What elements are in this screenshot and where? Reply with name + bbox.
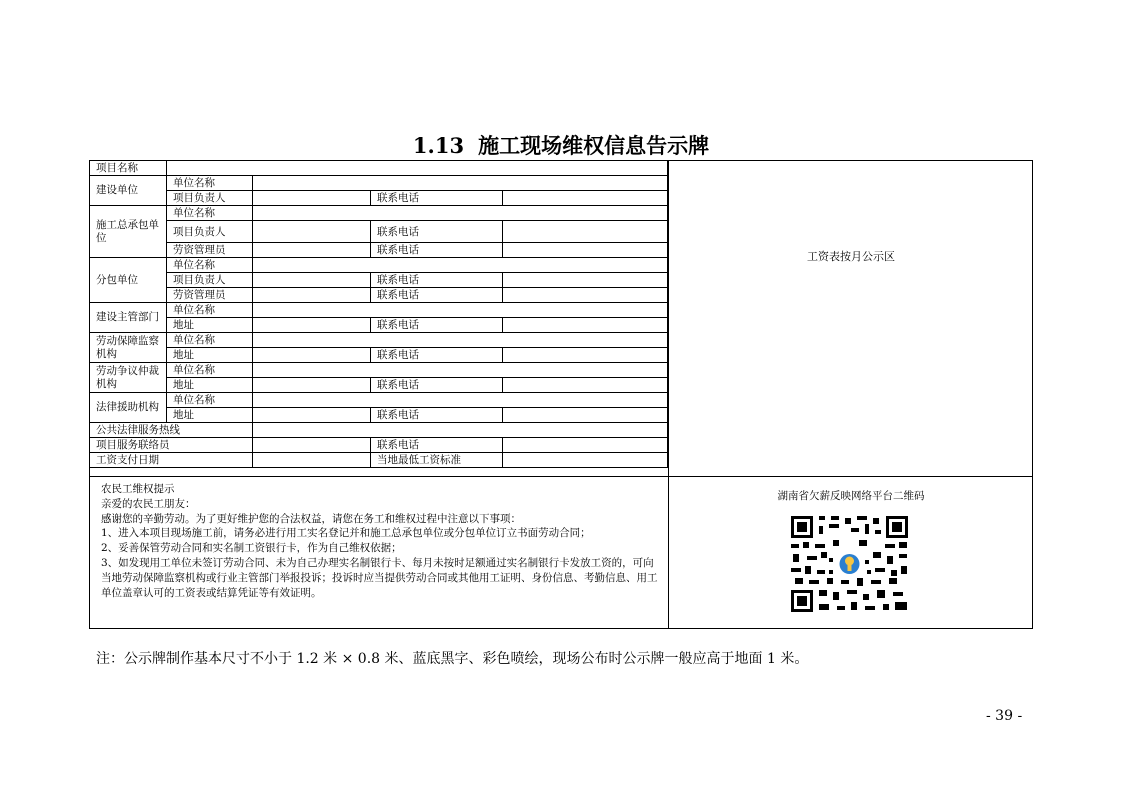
cell-value <box>503 438 668 453</box>
cell-general-contractor: 施工总承包单位 <box>90 206 167 258</box>
qr-code-icon <box>789 514 910 614</box>
page-number: - 39 - <box>986 708 1023 724</box>
cell-label: 地址 <box>167 378 253 393</box>
cell-label: 单位名称 <box>167 333 253 348</box>
cell-value <box>253 243 371 258</box>
cell-value <box>253 453 371 468</box>
notice-intro: 感谢您的辛勤劳动。为了更好维护您的合法权益，请您在务工和维权过程中注意以下事项： <box>101 512 521 525</box>
row-divider <box>89 476 1033 477</box>
table-row <box>90 348 668 363</box>
cell-label: 联系电话 <box>371 378 503 393</box>
cell-value <box>167 161 668 176</box>
cell-label: 劳资管理员 <box>167 243 253 258</box>
cell-label: 联系电话 <box>371 191 503 206</box>
info-table <box>89 160 668 468</box>
table-row <box>90 176 668 191</box>
cell-label: 项目负责人 <box>167 191 253 206</box>
notice-item-3: 3、如发现用工单位未签订劳动合同、未为自己办理实名制银行卡、每月未按时足额通过实名制银行卡发放工资的，可向当地劳动保障监察机构或行业主管部门举报投诉；投诉时应当提供劳动合同或其他用工证明、身份信息、考勤信息、用工单位盖章认可的工资表或结算凭证等有效证明。 <box>101 556 658 599</box>
table-row <box>90 303 668 318</box>
cell-label: 联系电话 <box>371 318 503 333</box>
cell-value <box>253 288 371 303</box>
notice-title: 农民工维权提示 <box>101 483 175 495</box>
table-row <box>90 438 668 453</box>
cell-label: 当地最低工资标准 <box>371 453 503 468</box>
cell-label: 联系电话 <box>371 348 503 363</box>
table-row <box>90 161 668 176</box>
cell-wage-date: 工资支付日期 <box>90 453 253 468</box>
table-row <box>90 243 668 258</box>
cell-label: 单位名称 <box>167 258 253 273</box>
cell-label: 项目负责人 <box>167 221 253 243</box>
cell-label: 地址 <box>167 408 253 423</box>
cell-project-name: 项目名称 <box>90 161 167 176</box>
cell-value <box>253 191 371 206</box>
notice-greeting: 亲爱的农民工朋友： <box>101 497 196 510</box>
cell-value <box>253 438 371 453</box>
table-row <box>90 333 668 348</box>
cell-value <box>503 273 668 288</box>
cell-legal-aid: 法律援助机构 <box>90 393 167 423</box>
cell-value <box>253 363 668 378</box>
cell-label: 地址 <box>167 318 253 333</box>
table-row <box>90 258 668 273</box>
cell-value <box>253 176 668 191</box>
cell-value <box>253 378 371 393</box>
section-title: 施工现场维权信息告示牌 <box>478 133 710 158</box>
cell-label: 联系电话 <box>371 288 503 303</box>
table-row <box>90 221 668 243</box>
table-row <box>90 288 668 303</box>
cell-label: 单位名称 <box>167 363 253 378</box>
cell-value <box>253 408 371 423</box>
cell-value <box>253 423 668 438</box>
cell-value <box>503 221 668 243</box>
cell-label: 单位名称 <box>167 393 253 408</box>
cell-value <box>253 221 371 243</box>
table-row <box>90 363 668 378</box>
cell-label: 单位名称 <box>167 176 253 191</box>
table-row <box>90 423 668 438</box>
cell-label: 项目负责人 <box>167 273 253 288</box>
cell-label: 联系电话 <box>371 221 503 243</box>
cell-value <box>253 333 668 348</box>
cell-label: 单位名称 <box>167 206 253 221</box>
cell-service-contact: 项目服务联络员 <box>90 438 253 453</box>
table-row <box>90 393 668 408</box>
cell-value <box>253 206 668 221</box>
table-row <box>90 453 668 468</box>
table-row <box>90 206 668 221</box>
cell-label: 地址 <box>167 348 253 363</box>
cell-value <box>503 378 668 393</box>
cell-label: 联系电话 <box>371 243 503 258</box>
wage-disclosure-area: 工资表按月公示区 <box>807 250 895 263</box>
cell-label: 劳资管理员 <box>167 288 253 303</box>
cell-labor-arbitration: 劳动争议仲裁机构 <box>90 363 167 393</box>
cell-value <box>253 273 371 288</box>
cell-supervising-dept: 建设主管部门 <box>90 303 167 333</box>
cell-label: 联系电话 <box>371 273 503 288</box>
cell-value <box>503 453 668 468</box>
cell-value <box>253 348 371 363</box>
cell-value <box>253 258 668 273</box>
table-row <box>90 318 668 333</box>
cell-label: 联系电话 <box>371 408 503 423</box>
cell-construction-unit: 建设单位 <box>90 176 167 206</box>
cell-value <box>503 408 668 423</box>
qr-code-label: 湖南省欠薪反映网络平台二维码 <box>777 490 925 502</box>
cell-labor-inspection: 劳动保障监察机构 <box>90 333 167 363</box>
cell-value <box>253 303 668 318</box>
cell-legal-hotline: 公共法律服务热线 <box>90 423 253 438</box>
table-row <box>90 273 668 288</box>
notice-item-2: 2、妥善保管劳动合同和实名制工资银行卡，作为自己维权依据； <box>101 542 402 555</box>
cell-value <box>253 393 668 408</box>
cell-value <box>253 318 371 333</box>
cell-label: 单位名称 <box>167 303 253 318</box>
worker-rights-notice <box>101 482 661 600</box>
cell-value <box>503 318 668 333</box>
cell-subcontractor: 分包单位 <box>90 258 167 303</box>
cell-value <box>503 243 668 258</box>
section-number: 1.13 <box>412 133 465 158</box>
page-title <box>0 130 1122 160</box>
cell-value <box>503 288 668 303</box>
column-divider <box>668 160 669 629</box>
table-row <box>90 408 668 423</box>
table-row <box>90 378 668 393</box>
table-row <box>90 191 668 206</box>
cell-value <box>503 191 668 206</box>
cell-label: 联系电话 <box>371 438 503 453</box>
footnote: 注：公示牌制作基本尺寸不小于 1.2 米 × 0.8 米、蓝底黑字、彩色喷绘，现场公布时公示牌一般应高于地面 1 米。 <box>96 651 809 667</box>
notice-item-1: 1、进入本项目现场施工前，请务必进行用工实名登记并和施工总承包单位或分包单位订立书面劳动合同； <box>101 527 591 540</box>
cell-value <box>503 348 668 363</box>
